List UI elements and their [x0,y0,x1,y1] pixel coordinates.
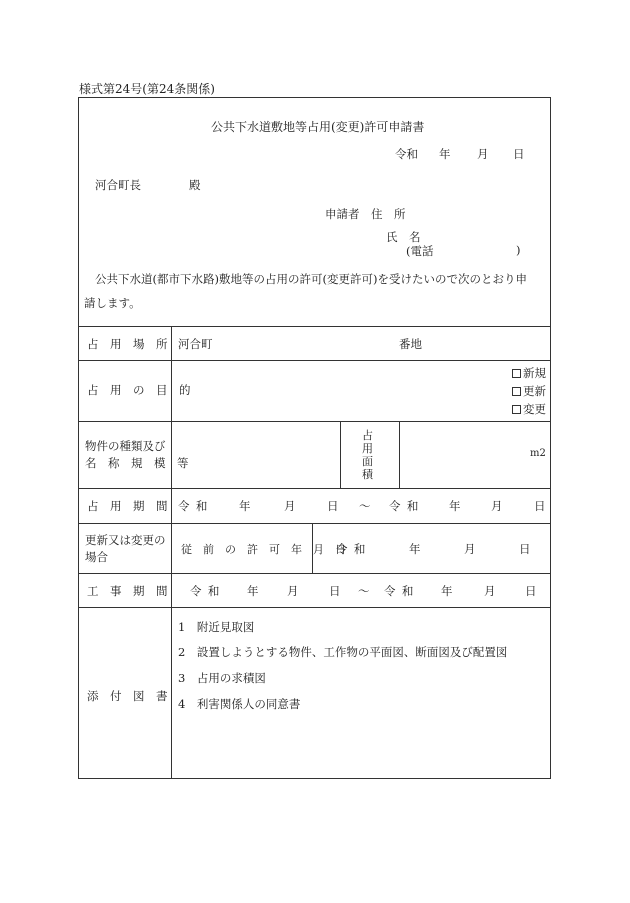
list-item: 3 占用の求積図 [178,671,266,685]
applicant-label: 申請者 [325,207,360,221]
area-column-divider [340,421,341,488]
request-text-line1: 公共下水道(都市下水路)敷地等の占用の許可(変更許可)を受けたいので次のとおり申 [95,272,527,286]
location-label: 占 用 場 所 [87,337,168,351]
date-day: 日 [513,147,525,161]
row-divider [79,421,550,422]
area-label-vertical: 占 用 面 積 [362,429,373,481]
form-title: 公共下水道敷地等占用(変更)許可申請書 [211,120,425,134]
checkbox[interactable] [512,405,521,414]
object-label-line2: 名 称 規 模 等 [85,456,189,470]
works-label: 工 事 期 間 [87,584,168,598]
row-divider [79,326,550,327]
checkbox[interactable] [512,369,521,378]
request-text-line2: 請します。 [84,296,141,310]
prior-permit-date-label: 従 前 の 許 可 年 月 日 [181,543,346,556]
form-number-label: 様式第24号(第24条関係) [79,82,215,96]
applicant-phone-open: (電話 [406,244,434,258]
checkbox[interactable] [512,387,521,396]
date-year: 年 [439,147,451,161]
row-divider [79,523,550,524]
area-unit: m2 [530,448,546,459]
area-value-divider [399,421,400,488]
renewal-label-line1: 更新又は変更の [85,533,166,547]
applicant-address-label: 住 所 [371,207,406,221]
addressee-honorific: 殿 [189,178,201,192]
purpose-option-change[interactable]: 変更 [512,401,546,417]
row-divider [79,488,550,489]
list-item: 1 附近見取図 [178,620,255,634]
list-item: 2 設置しようとする物件、工作物の平面図、断面図及び配置図 [178,645,508,659]
location-banchi: 番地 [399,337,422,351]
renewal-label-line2: 場合 [85,550,108,564]
row-divider [79,607,550,608]
application-form: 公共下水道敷地等占用(変更)許可申請書 令和 年 月 日 河合町長 殿 申請者 住 所 氏 名 (電話 ) 公共下水道(都市下水路)敷地等の占用の許可(変更許可)を受けたいので次のとおり申 請します。 占 用 場 所 河合町 番地 占 用 の 目 的 新規 更新 変更 物件の種類及び 名 称 規 模 等 占 用 面 積 m2 占 用 期 間 令和 年 月 日 ～ 令和 年 月 日 更新又は変更の 場合 従 前 の 許 可 年 月 日 令和 年 月 日 工 事 期 間 令和 年 月 日 ～ 令和 年 月 日 添 付 図 書 1 附近見取図 2 設置しようとする物件、工作物の平面図、断面図及び配置図 3 占用の求積図 4 利害関係人の同意書 [78,97,551,779]
purpose-option-new[interactable]: 新規 [512,365,546,381]
purpose-label: 占 用 の 目 的 [87,383,191,397]
date-era: 令和 [395,147,418,161]
period-label: 占 用 期 間 [87,499,168,513]
date-month: 月 [477,147,489,161]
row-divider [79,360,550,361]
location-town: 河合町 [178,337,213,351]
applicant-phone-close: ) [516,243,521,257]
addressee-name: 河合町長 [95,178,141,192]
applicant-name-label: 氏 名 [386,230,421,244]
object-label-line1: 物件の種類及び [85,439,166,453]
list-item: 4 利害関係人の同意書 [178,697,301,711]
attachments-label: 添 付 図 書 [87,689,168,703]
purpose-option-renew[interactable]: 更新 [512,383,546,399]
row-divider [79,573,550,574]
